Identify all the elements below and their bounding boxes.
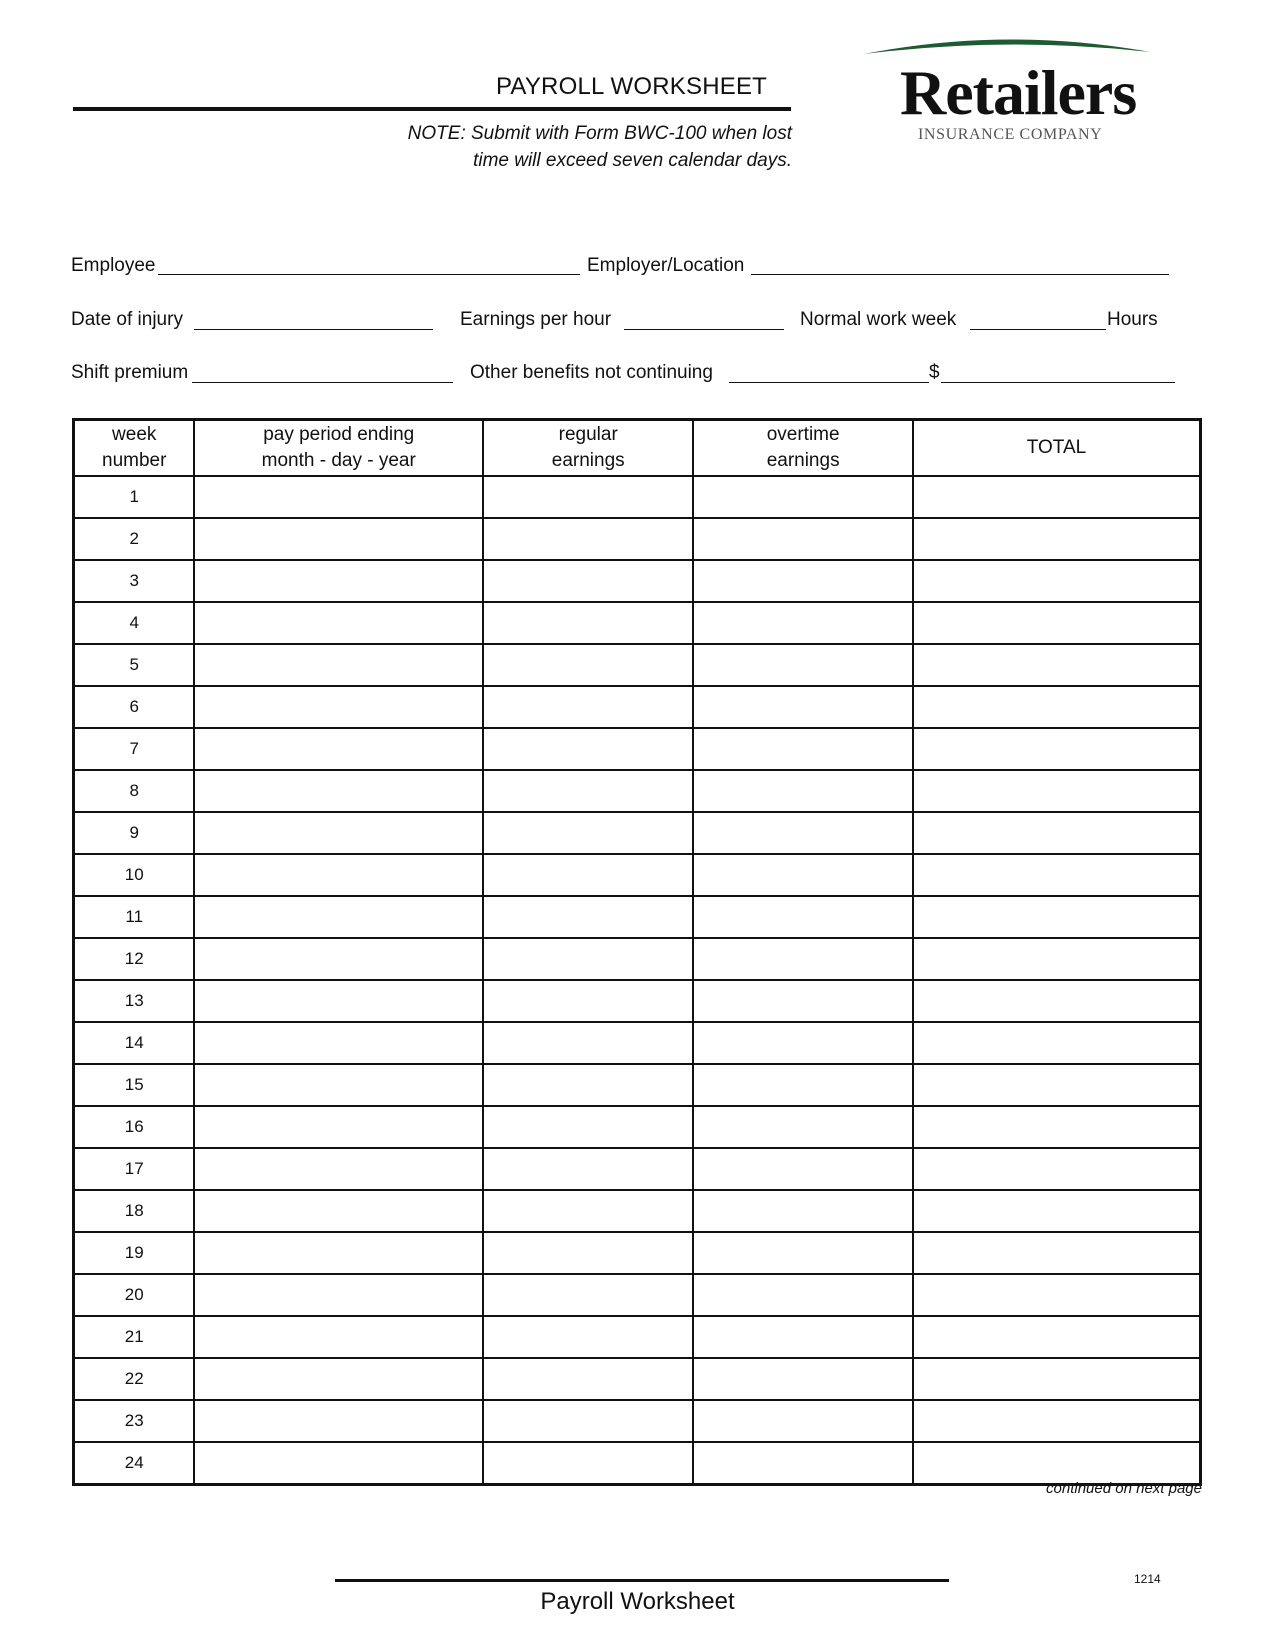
normal-work-week-field[interactable] bbox=[970, 329, 1106, 330]
regular-earnings-cell[interactable] bbox=[483, 854, 693, 896]
week-number-cell: 1 bbox=[74, 476, 195, 518]
hours-label: Hours bbox=[1107, 309, 1158, 330]
total-cell[interactable] bbox=[913, 1442, 1201, 1485]
overtime-earnings-cell[interactable] bbox=[693, 980, 913, 1022]
regular-earnings-cell[interactable] bbox=[483, 686, 693, 728]
earnings-per-hour-field[interactable] bbox=[624, 329, 784, 330]
total-cell[interactable] bbox=[913, 1148, 1201, 1190]
week-number-cell: 3 bbox=[74, 560, 195, 602]
overtime-earnings-cell[interactable] bbox=[693, 728, 913, 770]
week-number-cell: 11 bbox=[74, 896, 195, 938]
pay-period-cell[interactable] bbox=[194, 1064, 483, 1106]
date-of-injury-label: Date of injury bbox=[71, 309, 183, 330]
other-benefits-amount-field[interactable] bbox=[941, 382, 1175, 383]
table-row bbox=[74, 476, 1201, 518]
regular-earnings-cell[interactable] bbox=[483, 1232, 693, 1274]
table-row bbox=[74, 1106, 1201, 1148]
pay-period-cell[interactable] bbox=[194, 602, 483, 644]
overtime-earnings-cell[interactable] bbox=[693, 602, 913, 644]
overtime-earnings-cell[interactable] bbox=[693, 1232, 913, 1274]
table-row bbox=[74, 1316, 1201, 1358]
table-row bbox=[74, 644, 1201, 686]
week-number-cell: 15 bbox=[74, 1064, 195, 1106]
shift-premium-field[interactable] bbox=[192, 382, 453, 383]
overtime-earnings-cell[interactable] bbox=[693, 854, 913, 896]
other-benefits-field[interactable] bbox=[729, 382, 929, 383]
overtime-earnings-cell[interactable] bbox=[693, 1190, 913, 1232]
overtime-earnings-cell[interactable] bbox=[693, 1274, 913, 1316]
regular-earnings-cell[interactable] bbox=[483, 1316, 693, 1358]
pay-period-cell[interactable] bbox=[194, 1274, 483, 1316]
col-header-week-number: week number bbox=[74, 420, 195, 477]
pay-period-cell[interactable] bbox=[194, 686, 483, 728]
table-row bbox=[74, 686, 1201, 728]
regular-earnings-cell[interactable] bbox=[483, 1022, 693, 1064]
pay-period-cell[interactable] bbox=[194, 812, 483, 854]
overtime-earnings-cell[interactable] bbox=[693, 770, 913, 812]
company-logo-subtitle: INSURANCE COMPANY bbox=[918, 126, 1103, 143]
total-cell[interactable] bbox=[913, 1274, 1201, 1316]
overtime-earnings-cell[interactable] bbox=[693, 1064, 913, 1106]
company-logo-wordmark: Retailers bbox=[900, 57, 1137, 128]
note-line-2: time will exceed seven calendar days. bbox=[473, 150, 792, 171]
overtime-earnings-cell[interactable] bbox=[693, 896, 913, 938]
total-cell[interactable] bbox=[913, 770, 1201, 812]
table-row bbox=[74, 728, 1201, 770]
week-number-cell: 16 bbox=[74, 1106, 195, 1148]
overtime-earnings-cell[interactable] bbox=[693, 1358, 913, 1400]
table-row bbox=[74, 1232, 1201, 1274]
week-number-cell: 6 bbox=[74, 686, 195, 728]
payroll-table bbox=[72, 418, 1202, 1478]
pay-period-cell[interactable] bbox=[194, 770, 483, 812]
pay-period-cell[interactable] bbox=[194, 1022, 483, 1064]
overtime-earnings-cell[interactable] bbox=[693, 518, 913, 560]
table-row bbox=[74, 602, 1201, 644]
pay-period-cell[interactable] bbox=[194, 1316, 483, 1358]
dollar-sign-label: $ bbox=[929, 362, 940, 383]
col-header-regular-earnings: regular earnings bbox=[483, 420, 693, 477]
regular-earnings-cell[interactable] bbox=[483, 1274, 693, 1316]
overtime-earnings-cell[interactable] bbox=[693, 1442, 913, 1485]
regular-earnings-cell[interactable] bbox=[483, 980, 693, 1022]
total-cell[interactable] bbox=[913, 1106, 1201, 1148]
regular-earnings-cell[interactable] bbox=[483, 728, 693, 770]
regular-earnings-cell[interactable] bbox=[483, 476, 693, 518]
total-cell[interactable] bbox=[913, 1358, 1201, 1400]
pay-period-cell[interactable] bbox=[194, 1190, 483, 1232]
pay-period-cell[interactable] bbox=[194, 1400, 483, 1442]
week-number-cell: 5 bbox=[74, 644, 195, 686]
earnings-per-hour-label: Earnings per hour bbox=[460, 309, 612, 330]
pay-period-cell[interactable] bbox=[194, 644, 483, 686]
pay-period-cell[interactable] bbox=[194, 938, 483, 980]
other-benefits-label: Other benefits not continuing bbox=[470, 362, 713, 383]
table-row bbox=[74, 1064, 1201, 1106]
pay-period-cell[interactable] bbox=[194, 980, 483, 1022]
regular-earnings-cell[interactable] bbox=[483, 1148, 693, 1190]
total-cell[interactable] bbox=[913, 938, 1201, 980]
table-row bbox=[74, 980, 1201, 1022]
total-cell[interactable] bbox=[913, 1064, 1201, 1106]
continued-note: continued on next page bbox=[1046, 1480, 1202, 1497]
pay-period-cell[interactable] bbox=[194, 1442, 483, 1485]
footer-rule bbox=[335, 1579, 949, 1582]
pay-period-cell[interactable] bbox=[194, 1148, 483, 1190]
employee-field[interactable] bbox=[158, 274, 580, 275]
table-row bbox=[74, 770, 1201, 812]
week-number-cell: 4 bbox=[74, 602, 195, 644]
regular-earnings-cell[interactable] bbox=[483, 560, 693, 602]
week-number-cell: 24 bbox=[74, 1442, 195, 1485]
overtime-earnings-cell[interactable] bbox=[693, 644, 913, 686]
regular-earnings-cell[interactable] bbox=[483, 1442, 693, 1485]
total-cell[interactable] bbox=[913, 896, 1201, 938]
total-cell[interactable] bbox=[913, 602, 1201, 644]
total-cell[interactable] bbox=[913, 560, 1201, 602]
total-cell[interactable] bbox=[913, 1232, 1201, 1274]
regular-earnings-cell[interactable] bbox=[483, 812, 693, 854]
employer-location-field[interactable] bbox=[751, 274, 1169, 275]
total-cell[interactable] bbox=[913, 1316, 1201, 1358]
table-row bbox=[74, 1022, 1201, 1064]
overtime-earnings-cell[interactable] bbox=[693, 686, 913, 728]
total-cell[interactable] bbox=[913, 1400, 1201, 1442]
overtime-earnings-cell[interactable] bbox=[693, 476, 913, 518]
table-row bbox=[74, 1442, 1201, 1485]
week-number-cell: 9 bbox=[74, 812, 195, 854]
title-rule bbox=[73, 107, 791, 111]
week-number-cell: 2 bbox=[74, 518, 195, 560]
total-cell[interactable] bbox=[913, 644, 1201, 686]
submission-note bbox=[292, 120, 792, 174]
week-number-cell: 20 bbox=[74, 1274, 195, 1316]
table-row bbox=[74, 518, 1201, 560]
pay-period-cell[interactable] bbox=[194, 560, 483, 602]
total-cell[interactable] bbox=[913, 980, 1201, 1022]
week-number-cell: 8 bbox=[74, 770, 195, 812]
overtime-earnings-cell[interactable] bbox=[693, 560, 913, 602]
week-number-cell: 19 bbox=[74, 1232, 195, 1274]
regular-earnings-cell[interactable] bbox=[483, 1190, 693, 1232]
table-row bbox=[74, 896, 1201, 938]
pay-period-cell[interactable] bbox=[194, 896, 483, 938]
shift-premium-label: Shift premium bbox=[71, 362, 189, 383]
regular-earnings-cell[interactable] bbox=[483, 1064, 693, 1106]
table-row bbox=[74, 1274, 1201, 1316]
regular-earnings-cell[interactable] bbox=[483, 1106, 693, 1148]
regular-earnings-cell[interactable] bbox=[483, 938, 693, 980]
week-number-cell: 13 bbox=[74, 980, 195, 1022]
table-row bbox=[74, 1400, 1201, 1442]
total-cell[interactable] bbox=[913, 518, 1201, 560]
regular-earnings-cell[interactable] bbox=[483, 518, 693, 560]
footer-title: Payroll Worksheet bbox=[540, 1588, 735, 1615]
form-code: 1214 bbox=[1134, 1572, 1161, 1586]
regular-earnings-cell[interactable] bbox=[483, 602, 693, 644]
total-cell[interactable] bbox=[913, 812, 1201, 854]
pay-period-cell[interactable] bbox=[194, 1106, 483, 1148]
col-header-pay-period-ending: pay period ending month - day - year bbox=[194, 420, 483, 477]
week-number-cell: 23 bbox=[74, 1400, 195, 1442]
table-row bbox=[74, 938, 1201, 980]
overtime-earnings-cell[interactable] bbox=[693, 1022, 913, 1064]
week-number-cell: 18 bbox=[74, 1190, 195, 1232]
week-number-cell: 14 bbox=[74, 1022, 195, 1064]
pay-period-cell[interactable] bbox=[194, 728, 483, 770]
total-cell[interactable] bbox=[913, 476, 1201, 518]
total-cell[interactable] bbox=[913, 854, 1201, 896]
overtime-earnings-cell[interactable] bbox=[693, 1400, 913, 1442]
col-header-overtime-earnings: overtime earnings bbox=[693, 420, 913, 477]
regular-earnings-cell[interactable] bbox=[483, 1400, 693, 1442]
note-line-1: NOTE: Submit with Form BWC-100 when lost bbox=[407, 123, 792, 144]
pay-period-cell[interactable] bbox=[194, 1358, 483, 1400]
page-title: PAYROLL WORKSHEET bbox=[496, 73, 768, 100]
table-row bbox=[74, 854, 1201, 896]
overtime-earnings-cell[interactable] bbox=[693, 938, 913, 980]
overtime-earnings-cell[interactable] bbox=[693, 812, 913, 854]
total-cell[interactable] bbox=[913, 686, 1201, 728]
table-row bbox=[74, 1190, 1201, 1232]
pay-period-cell[interactable] bbox=[194, 1232, 483, 1274]
employee-label: Employee bbox=[71, 255, 156, 276]
total-cell[interactable] bbox=[913, 1190, 1201, 1232]
week-number-cell: 22 bbox=[74, 1358, 195, 1400]
week-number-cell: 7 bbox=[74, 728, 195, 770]
pay-period-cell[interactable] bbox=[194, 518, 483, 560]
regular-earnings-cell[interactable] bbox=[483, 896, 693, 938]
table-row bbox=[74, 1358, 1201, 1400]
regular-earnings-cell[interactable] bbox=[483, 770, 693, 812]
table-header-row bbox=[74, 420, 1201, 477]
logo-arc-icon bbox=[862, 34, 1152, 58]
week-number-cell: 21 bbox=[74, 1316, 195, 1358]
week-number-cell: 10 bbox=[74, 854, 195, 896]
regular-earnings-cell[interactable] bbox=[483, 644, 693, 686]
table-row bbox=[74, 560, 1201, 602]
normal-work-week-label: Normal work week bbox=[800, 309, 957, 330]
overtime-earnings-cell[interactable] bbox=[693, 1316, 913, 1358]
employer-location-label: Employer/Location bbox=[587, 255, 745, 276]
pay-period-cell[interactable] bbox=[194, 476, 483, 518]
total-cell[interactable] bbox=[913, 1022, 1201, 1064]
week-number-cell: 17 bbox=[74, 1148, 195, 1190]
overtime-earnings-cell[interactable] bbox=[693, 1148, 913, 1190]
date-of-injury-field[interactable] bbox=[194, 329, 433, 330]
table-row bbox=[74, 1148, 1201, 1190]
regular-earnings-cell[interactable] bbox=[483, 1358, 693, 1400]
total-cell[interactable] bbox=[913, 728, 1201, 770]
table-row bbox=[74, 812, 1201, 854]
week-number-cell: 12 bbox=[74, 938, 195, 980]
col-header-total: TOTAL bbox=[913, 420, 1201, 477]
overtime-earnings-cell[interactable] bbox=[693, 1106, 913, 1148]
pay-period-cell[interactable] bbox=[194, 854, 483, 896]
